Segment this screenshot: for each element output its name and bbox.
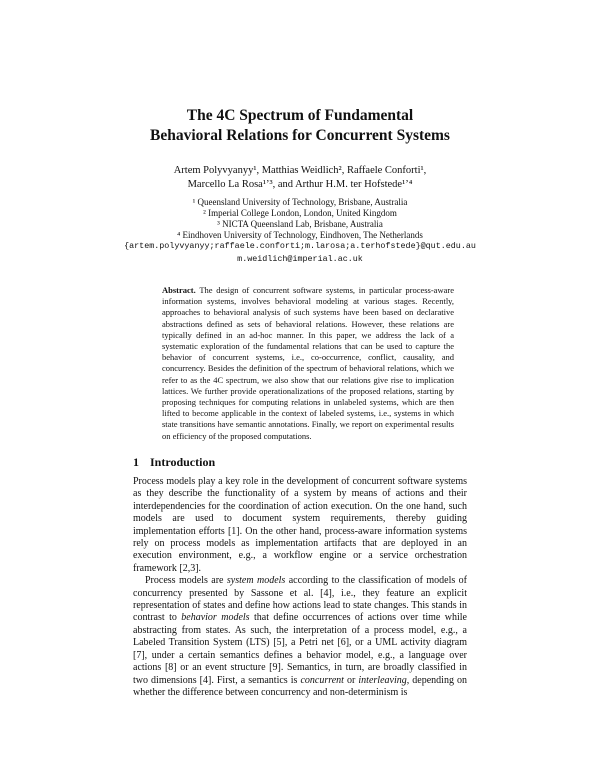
emphasis-system-models: system models xyxy=(226,575,286,587)
affiliation-1: ¹ Queensland University of Technology, Brisbane, Australia xyxy=(192,197,408,207)
emphasis-interleaving: interleaving xyxy=(358,674,407,686)
paragraph-2-part-a: Process models are xyxy=(145,575,227,587)
author-line-2: Marcello La Rosa¹ʼ³, and Arthur H.M. ter Hofstede¹ʼ⁴ xyxy=(187,178,413,190)
abstract-label: Abstract. xyxy=(162,285,196,295)
affiliations xyxy=(0,197,600,241)
paragraph-2-part-e: , depending on whether the difference between concurrency and non-determinism is xyxy=(133,674,467,698)
affiliation-3: ³ NICTA Queensland Lab, Brisbane, Australia xyxy=(217,219,383,229)
paragraph-1: Process models play a key role in the development of concurrent software systems as they describe the functionality of a system by means of actions and their interdependencies for the coordination of action execution. On the one hand, such models are used to document system requirements, thereby guiding implementation efforts [1]. On the other hand, process-aware information systems rely on process models as implementation artifacts that are deployed in an execution environment, e.g., a workflow engine or a service orchestration framework [2,3]. xyxy=(133,476,467,574)
paragraph-2 xyxy=(133,575,467,699)
email-line-2: m.weidlich@imperial.ac.uk xyxy=(237,253,363,264)
section-number: 1 xyxy=(133,455,139,469)
affiliation-2: ² Imperial College London, London, United Kingdom xyxy=(203,208,397,218)
author-list xyxy=(0,164,600,191)
abstract-text: The design of concurrent software systems, in particular process-aware information systems, involves behavioral modeling at various stages. Recently, approaches to behavioral analysis of such systems have been based on declarative abstractions defined as sets of behavioral relations. However, these relations are typically defined in an ad-hoc manner. In this paper, we address the lack of a systematic exploration of the fundamental relations that can be used to capture the behavior of concurrent systems, i.e., co-occurrence, conflict, causality, and concurrency. Besides the definition of the spectrum of behavioral relations, which we refer to as the 4C spectrum, we also show that our relations give rise to implication lattices. We further provide operationalizations of the proposed relations, starting by proposing techniques for computing relations in unlabeled systems, which are then lifted to become applicable in the context of labeled systems, i.e., systems in which state transitions have semantic annotations. Finally, we report on experimental results on efficiency of the proposed computations. xyxy=(162,285,454,441)
author-emails xyxy=(0,240,600,265)
paragraph-2-part-d: or xyxy=(343,674,359,686)
title-line-1: The 4C Spectrum of Fundamental xyxy=(186,107,414,124)
email-line-1: {artem.polyvyanyy;raffaele.conforti;m.larosa;a.terhofstede}@qut.edu.au xyxy=(124,241,476,251)
emphasis-concurrent: concurrent xyxy=(300,674,344,686)
affiliation-4: ⁴ Eindhoven University of Technology, Eindhoven, The Netherlands xyxy=(177,230,423,240)
abstract xyxy=(162,285,454,442)
paper-title xyxy=(0,106,600,146)
paragraph-2-part-b: according to the classification of models of concurrency presented by Sassone et al. [4], i.e., they feature an explicit representation of states and define how actions lead to state changes. This stands in contrast to xyxy=(133,575,467,624)
section-heading xyxy=(133,455,215,470)
paragraph-2-part-c: that define occurrences of actions over time while abstracting from states. As such, the interpretation of a process model, e.g., a Labeled Transition System (LTS) [5], a Petri net [6], or a UML activity diagram [7], under a certain semantics defines a behavior model, e.g., a language over actions [8] or an event structure [9]. Semantics, in turn, are broadly classified in two dimensions [4]. First, a semantics is xyxy=(133,612,467,686)
emphasis-behavior-models: behavior models xyxy=(181,612,250,624)
body-text xyxy=(133,476,467,699)
author-line-1: Artem Polyvyanyy¹, Matthias Weidlich², Raffaele Conforti¹, xyxy=(173,165,427,176)
section-title: Introduction xyxy=(150,455,216,469)
title-line-2: Behavioral Relations for Concurrent Systems xyxy=(150,127,450,144)
